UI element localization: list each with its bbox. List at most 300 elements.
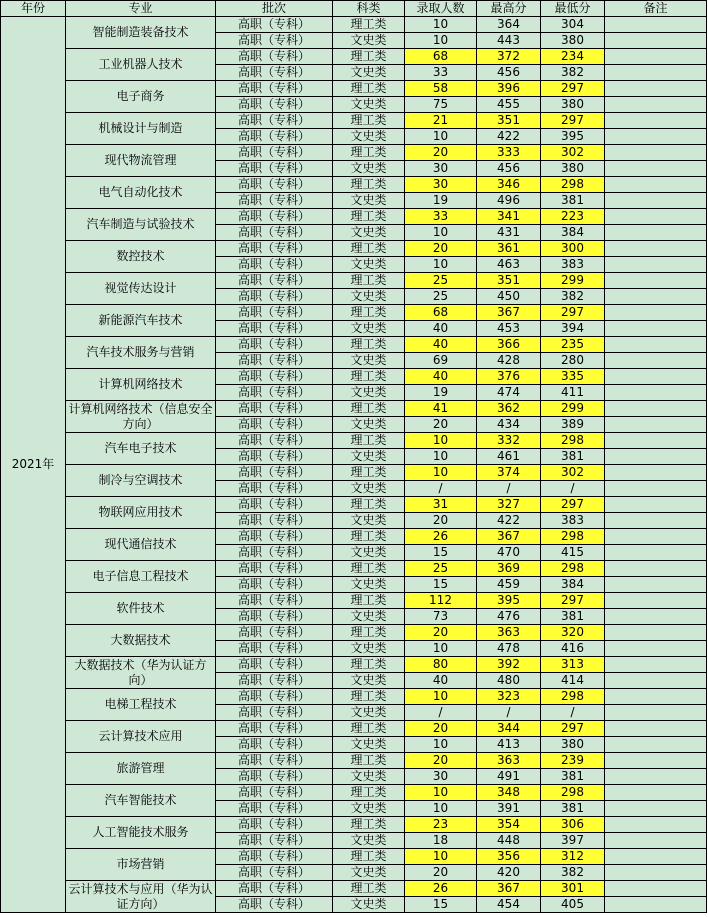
major-cell[interactable]: 大数据技术: [66, 625, 216, 657]
min-score-cell[interactable]: 380: [541, 97, 605, 113]
admitted-count-cell[interactable]: 30: [405, 177, 477, 193]
admitted-count-cell[interactable]: 10: [405, 449, 477, 465]
admitted-count-cell[interactable]: 20: [405, 721, 477, 737]
batch-cell[interactable]: 高职（专科）: [216, 657, 333, 673]
admitted-count-cell[interactable]: 26: [405, 881, 477, 897]
max-score-cell[interactable]: 463: [477, 257, 541, 273]
batch-cell[interactable]: 高职（专科）: [216, 81, 333, 97]
remarks-cell[interactable]: [605, 113, 707, 129]
category-cell[interactable]: 文史类: [333, 513, 405, 529]
max-score-cell[interactable]: 395: [477, 593, 541, 609]
min-score-cell[interactable]: 234: [541, 49, 605, 65]
max-score-cell[interactable]: 413: [477, 737, 541, 753]
remarks-cell[interactable]: [605, 721, 707, 737]
remarks-cell[interactable]: [605, 33, 707, 49]
batch-cell[interactable]: 高职（专科）: [216, 513, 333, 529]
batch-cell[interactable]: 高职（专科）: [216, 673, 333, 689]
min-score-cell[interactable]: 380: [541, 33, 605, 49]
admitted-count-cell[interactable]: 25: [405, 289, 477, 305]
max-score-cell[interactable]: 341: [477, 209, 541, 225]
remarks-cell[interactable]: [605, 673, 707, 689]
admitted-count-cell[interactable]: /: [405, 705, 477, 721]
major-cell[interactable]: 汽车智能技术: [66, 785, 216, 817]
max-score-cell[interactable]: 376: [477, 369, 541, 385]
header-batch[interactable]: 批次: [216, 1, 333, 17]
admitted-count-cell[interactable]: 10: [405, 785, 477, 801]
min-score-cell[interactable]: 298: [541, 177, 605, 193]
remarks-cell[interactable]: [605, 561, 707, 577]
remarks-cell[interactable]: [605, 193, 707, 209]
admitted-count-cell[interactable]: 58: [405, 81, 477, 97]
batch-cell[interactable]: 高职（专科）: [216, 801, 333, 817]
admitted-count-cell[interactable]: 69: [405, 353, 477, 369]
batch-cell[interactable]: 高职（专科）: [216, 721, 333, 737]
max-score-cell[interactable]: 431: [477, 225, 541, 241]
remarks-cell[interactable]: [605, 17, 707, 33]
batch-cell[interactable]: 高职（专科）: [216, 369, 333, 385]
category-cell[interactable]: 理工类: [333, 337, 405, 353]
category-cell[interactable]: 文史类: [333, 33, 405, 49]
min-score-cell[interactable]: 394: [541, 321, 605, 337]
max-score-cell[interactable]: 351: [477, 273, 541, 289]
admitted-count-cell[interactable]: 73: [405, 609, 477, 625]
admitted-count-cell[interactable]: 10: [405, 433, 477, 449]
max-score-cell[interactable]: 374: [477, 465, 541, 481]
admitted-count-cell[interactable]: 15: [405, 545, 477, 561]
remarks-cell[interactable]: [605, 593, 707, 609]
remarks-cell[interactable]: [605, 849, 707, 865]
min-score-cell[interactable]: 297: [541, 593, 605, 609]
admitted-count-cell[interactable]: 40: [405, 369, 477, 385]
batch-cell[interactable]: 高职（专科）: [216, 273, 333, 289]
remarks-cell[interactable]: [605, 769, 707, 785]
batch-cell[interactable]: 高职（专科）: [216, 113, 333, 129]
max-score-cell[interactable]: 364: [477, 17, 541, 33]
remarks-cell[interactable]: [605, 801, 707, 817]
batch-cell[interactable]: 高职（专科）: [216, 785, 333, 801]
min-score-cell[interactable]: 297: [541, 721, 605, 737]
batch-cell[interactable]: 高职（专科）: [216, 897, 333, 913]
min-score-cell[interactable]: 235: [541, 337, 605, 353]
min-score-cell[interactable]: 239: [541, 753, 605, 769]
remarks-cell[interactable]: [605, 225, 707, 241]
category-cell[interactable]: 理工类: [333, 145, 405, 161]
category-cell[interactable]: 理工类: [333, 753, 405, 769]
admitted-count-cell[interactable]: 25: [405, 273, 477, 289]
min-score-cell[interactable]: 383: [541, 513, 605, 529]
category-cell[interactable]: 文史类: [333, 321, 405, 337]
batch-cell[interactable]: 高职（专科）: [216, 97, 333, 113]
remarks-cell[interactable]: [605, 897, 707, 913]
category-cell[interactable]: 理工类: [333, 305, 405, 321]
category-cell[interactable]: 文史类: [333, 545, 405, 561]
min-score-cell[interactable]: /: [541, 481, 605, 497]
category-cell[interactable]: 理工类: [333, 849, 405, 865]
remarks-cell[interactable]: [605, 705, 707, 721]
remarks-cell[interactable]: [605, 737, 707, 753]
max-score-cell[interactable]: 461: [477, 449, 541, 465]
remarks-cell[interactable]: [605, 881, 707, 897]
category-cell[interactable]: 文史类: [333, 833, 405, 849]
category-cell[interactable]: 文史类: [333, 385, 405, 401]
admitted-count-cell[interactable]: 10: [405, 465, 477, 481]
min-score-cell[interactable]: 415: [541, 545, 605, 561]
max-score-cell[interactable]: 474: [477, 385, 541, 401]
category-cell[interactable]: 理工类: [333, 17, 405, 33]
max-score-cell[interactable]: 428: [477, 353, 541, 369]
category-cell[interactable]: 文史类: [333, 161, 405, 177]
min-score-cell[interactable]: 298: [541, 561, 605, 577]
max-score-cell[interactable]: 362: [477, 401, 541, 417]
admitted-count-cell[interactable]: 10: [405, 849, 477, 865]
category-cell[interactable]: 文史类: [333, 257, 405, 273]
max-score-cell[interactable]: 367: [477, 305, 541, 321]
admitted-count-cell[interactable]: 30: [405, 769, 477, 785]
max-score-cell[interactable]: 354: [477, 817, 541, 833]
admitted-count-cell[interactable]: 40: [405, 673, 477, 689]
batch-cell[interactable]: 高职（专科）: [216, 65, 333, 81]
batch-cell[interactable]: 高职（专科）: [216, 129, 333, 145]
max-score-cell[interactable]: 434: [477, 417, 541, 433]
batch-cell[interactable]: 高职（专科）: [216, 881, 333, 897]
category-cell[interactable]: 文史类: [333, 769, 405, 785]
batch-cell[interactable]: 高职（专科）: [216, 241, 333, 257]
major-cell[interactable]: 计算机网络技术: [66, 369, 216, 401]
max-score-cell[interactable]: 453: [477, 321, 541, 337]
min-score-cell[interactable]: 297: [541, 113, 605, 129]
min-score-cell[interactable]: 223: [541, 209, 605, 225]
admitted-count-cell[interactable]: 75: [405, 97, 477, 113]
batch-cell[interactable]: 高职（专科）: [216, 321, 333, 337]
category-cell[interactable]: 文史类: [333, 737, 405, 753]
min-score-cell[interactable]: 298: [541, 785, 605, 801]
min-score-cell[interactable]: 381: [541, 449, 605, 465]
min-score-cell[interactable]: 380: [541, 161, 605, 177]
min-score-cell[interactable]: 297: [541, 81, 605, 97]
admitted-count-cell[interactable]: 10: [405, 129, 477, 145]
major-cell[interactable]: 大数据技术（华为认证方向）: [66, 657, 216, 689]
category-cell[interactable]: 理工类: [333, 529, 405, 545]
remarks-cell[interactable]: [605, 177, 707, 193]
max-score-cell[interactable]: 496: [477, 193, 541, 209]
max-score-cell[interactable]: 327: [477, 497, 541, 513]
min-score-cell[interactable]: 381: [541, 801, 605, 817]
max-score-cell[interactable]: 456: [477, 65, 541, 81]
category-cell[interactable]: 理工类: [333, 81, 405, 97]
batch-cell[interactable]: 高职（专科）: [216, 385, 333, 401]
admitted-count-cell[interactable]: 25: [405, 561, 477, 577]
remarks-cell[interactable]: [605, 449, 707, 465]
category-cell[interactable]: 理工类: [333, 241, 405, 257]
admitted-count-cell[interactable]: 31: [405, 497, 477, 513]
remarks-cell[interactable]: [605, 321, 707, 337]
max-score-cell[interactable]: 456: [477, 161, 541, 177]
batch-cell[interactable]: 高职（专科）: [216, 193, 333, 209]
category-cell[interactable]: 理工类: [333, 113, 405, 129]
remarks-cell[interactable]: [605, 417, 707, 433]
min-score-cell[interactable]: 299: [541, 273, 605, 289]
batch-cell[interactable]: 高职（专科）: [216, 849, 333, 865]
min-score-cell[interactable]: 416: [541, 641, 605, 657]
min-score-cell[interactable]: 300: [541, 241, 605, 257]
remarks-cell[interactable]: [605, 465, 707, 481]
remarks-cell[interactable]: [605, 257, 707, 273]
max-score-cell[interactable]: 348: [477, 785, 541, 801]
remarks-cell[interactable]: [605, 577, 707, 593]
admitted-count-cell[interactable]: 80: [405, 657, 477, 673]
remarks-cell[interactable]: [605, 81, 707, 97]
category-cell[interactable]: 文史类: [333, 353, 405, 369]
admitted-count-cell[interactable]: 20: [405, 145, 477, 161]
remarks-cell[interactable]: [605, 337, 707, 353]
major-cell[interactable]: 工业机器人技术: [66, 49, 216, 81]
category-cell[interactable]: 理工类: [333, 497, 405, 513]
remarks-cell[interactable]: [605, 609, 707, 625]
batch-cell[interactable]: 高职（专科）: [216, 545, 333, 561]
major-cell[interactable]: 云计算技术与应用（华为认证方向）: [66, 881, 216, 913]
min-score-cell[interactable]: 405: [541, 897, 605, 913]
remarks-cell[interactable]: [605, 833, 707, 849]
batch-cell[interactable]: 高职（专科）: [216, 465, 333, 481]
remarks-cell[interactable]: [605, 497, 707, 513]
admitted-count-cell[interactable]: 23: [405, 817, 477, 833]
batch-cell[interactable]: 高职（专科）: [216, 17, 333, 33]
admitted-count-cell[interactable]: 15: [405, 577, 477, 593]
admitted-count-cell[interactable]: 20: [405, 753, 477, 769]
batch-cell[interactable]: 高职（专科）: [216, 33, 333, 49]
batch-cell[interactable]: 高职（专科）: [216, 49, 333, 65]
major-cell[interactable]: 现代物流管理: [66, 145, 216, 177]
admitted-count-cell[interactable]: 10: [405, 257, 477, 273]
category-cell[interactable]: 文史类: [333, 225, 405, 241]
admitted-count-cell[interactable]: /: [405, 481, 477, 497]
remarks-cell[interactable]: [605, 817, 707, 833]
admitted-count-cell[interactable]: 68: [405, 305, 477, 321]
max-score-cell[interactable]: 392: [477, 657, 541, 673]
remarks-cell[interactable]: [605, 161, 707, 177]
admitted-count-cell[interactable]: 40: [405, 321, 477, 337]
header-category[interactable]: 科类: [333, 1, 405, 17]
remarks-cell[interactable]: [605, 401, 707, 417]
category-cell[interactable]: 文史类: [333, 129, 405, 145]
admitted-count-cell[interactable]: 20: [405, 513, 477, 529]
min-score-cell[interactable]: 299: [541, 401, 605, 417]
batch-cell[interactable]: 高职（专科）: [216, 769, 333, 785]
max-score-cell[interactable]: /: [477, 705, 541, 721]
remarks-cell[interactable]: [605, 513, 707, 529]
min-score-cell[interactable]: 414: [541, 673, 605, 689]
category-cell[interactable]: 文史类: [333, 97, 405, 113]
remarks-cell[interactable]: [605, 305, 707, 321]
header-remarks[interactable]: 备注: [605, 1, 707, 17]
header-min-score[interactable]: 最低分: [541, 1, 605, 17]
batch-cell[interactable]: 高职（专科）: [216, 449, 333, 465]
category-cell[interactable]: 理工类: [333, 369, 405, 385]
category-cell[interactable]: 理工类: [333, 689, 405, 705]
category-cell[interactable]: 文史类: [333, 481, 405, 497]
category-cell[interactable]: 文史类: [333, 673, 405, 689]
major-cell[interactable]: 视觉传达设计: [66, 273, 216, 305]
admitted-count-cell[interactable]: 20: [405, 865, 477, 881]
max-score-cell[interactable]: 459: [477, 577, 541, 593]
remarks-cell[interactable]: [605, 353, 707, 369]
admitted-count-cell[interactable]: 10: [405, 801, 477, 817]
remarks-cell[interactable]: [605, 865, 707, 881]
major-cell[interactable]: 汽车电子技术: [66, 433, 216, 465]
batch-cell[interactable]: 高职（专科）: [216, 689, 333, 705]
batch-cell[interactable]: 高职（专科）: [216, 865, 333, 881]
batch-cell[interactable]: 高职（专科）: [216, 209, 333, 225]
batch-cell[interactable]: 高职（专科）: [216, 337, 333, 353]
max-score-cell[interactable]: 344: [477, 721, 541, 737]
category-cell[interactable]: 文史类: [333, 193, 405, 209]
min-score-cell[interactable]: 380: [541, 737, 605, 753]
batch-cell[interactable]: 高职（专科）: [216, 161, 333, 177]
major-cell[interactable]: 机械设计与制造: [66, 113, 216, 145]
admitted-count-cell[interactable]: 15: [405, 897, 477, 913]
max-score-cell[interactable]: 454: [477, 897, 541, 913]
max-score-cell[interactable]: 396: [477, 81, 541, 97]
remarks-cell[interactable]: [605, 289, 707, 305]
batch-cell[interactable]: 高职（专科）: [216, 641, 333, 657]
major-cell[interactable]: 软件技术: [66, 593, 216, 625]
batch-cell[interactable]: 高职（专科）: [216, 529, 333, 545]
category-cell[interactable]: 文史类: [333, 897, 405, 913]
max-score-cell[interactable]: 450: [477, 289, 541, 305]
category-cell[interactable]: 文史类: [333, 801, 405, 817]
min-score-cell[interactable]: 397: [541, 833, 605, 849]
min-score-cell[interactable]: 335: [541, 369, 605, 385]
admitted-count-cell[interactable]: 40: [405, 337, 477, 353]
min-score-cell[interactable]: 411: [541, 385, 605, 401]
batch-cell[interactable]: 高职（专科）: [216, 737, 333, 753]
major-cell[interactable]: 现代通信技术: [66, 529, 216, 561]
min-score-cell[interactable]: 395: [541, 129, 605, 145]
max-score-cell[interactable]: 356: [477, 849, 541, 865]
admitted-count-cell[interactable]: 10: [405, 641, 477, 657]
remarks-cell[interactable]: [605, 369, 707, 385]
min-score-cell[interactable]: 298: [541, 433, 605, 449]
batch-cell[interactable]: 高职（专科）: [216, 353, 333, 369]
major-cell[interactable]: 市场营销: [66, 849, 216, 881]
max-score-cell[interactable]: 443: [477, 33, 541, 49]
category-cell[interactable]: 文史类: [333, 865, 405, 881]
batch-cell[interactable]: 高职（专科）: [216, 577, 333, 593]
min-score-cell[interactable]: 280: [541, 353, 605, 369]
min-score-cell[interactable]: /: [541, 705, 605, 721]
remarks-cell[interactable]: [605, 49, 707, 65]
admitted-count-cell[interactable]: 10: [405, 17, 477, 33]
category-cell[interactable]: 理工类: [333, 721, 405, 737]
category-cell[interactable]: 文史类: [333, 65, 405, 81]
major-cell[interactable]: 数控技术: [66, 241, 216, 273]
max-score-cell[interactable]: 448: [477, 833, 541, 849]
category-cell[interactable]: 理工类: [333, 49, 405, 65]
min-score-cell[interactable]: 384: [541, 577, 605, 593]
max-score-cell[interactable]: 422: [477, 129, 541, 145]
max-score-cell[interactable]: 476: [477, 609, 541, 625]
min-score-cell[interactable]: 381: [541, 609, 605, 625]
batch-cell[interactable]: 高职（专科）: [216, 305, 333, 321]
min-score-cell[interactable]: 381: [541, 769, 605, 785]
header-admitted-count[interactable]: 录取人数: [405, 1, 477, 17]
category-cell[interactable]: 文史类: [333, 609, 405, 625]
category-cell[interactable]: 理工类: [333, 401, 405, 417]
max-score-cell[interactable]: 323: [477, 689, 541, 705]
remarks-cell[interactable]: [605, 545, 707, 561]
admitted-count-cell[interactable]: 20: [405, 625, 477, 641]
batch-cell[interactable]: 高职（专科）: [216, 833, 333, 849]
category-cell[interactable]: 理工类: [333, 785, 405, 801]
batch-cell[interactable]: 高职（专科）: [216, 433, 333, 449]
min-score-cell[interactable]: 381: [541, 193, 605, 209]
max-score-cell[interactable]: 366: [477, 337, 541, 353]
batch-cell[interactable]: 高职（专科）: [216, 593, 333, 609]
remarks-cell[interactable]: [605, 785, 707, 801]
admitted-count-cell[interactable]: 19: [405, 193, 477, 209]
min-score-cell[interactable]: 320: [541, 625, 605, 641]
batch-cell[interactable]: 高职（专科）: [216, 225, 333, 241]
batch-cell[interactable]: 高职（专科）: [216, 609, 333, 625]
max-score-cell[interactable]: 455: [477, 97, 541, 113]
min-score-cell[interactable]: 383: [541, 257, 605, 273]
max-score-cell[interactable]: 372: [477, 49, 541, 65]
major-cell[interactable]: 电子信息工程技术: [66, 561, 216, 593]
batch-cell[interactable]: 高职（专科）: [216, 705, 333, 721]
category-cell[interactable]: 文史类: [333, 577, 405, 593]
major-cell[interactable]: 电梯工程技术: [66, 689, 216, 721]
remarks-cell[interactable]: [605, 481, 707, 497]
header-major[interactable]: 专业: [66, 1, 216, 17]
major-cell[interactable]: 计算机网络技术（信息安全方向）: [66, 401, 216, 433]
category-cell[interactable]: 理工类: [333, 593, 405, 609]
category-cell[interactable]: 理工类: [333, 433, 405, 449]
admitted-count-cell[interactable]: 41: [405, 401, 477, 417]
batch-cell[interactable]: 高职（专科）: [216, 145, 333, 161]
remarks-cell[interactable]: [605, 241, 707, 257]
admitted-count-cell[interactable]: 10: [405, 689, 477, 705]
remarks-cell[interactable]: [605, 657, 707, 673]
admitted-count-cell[interactable]: 10: [405, 225, 477, 241]
admitted-count-cell[interactable]: 26: [405, 529, 477, 545]
remarks-cell[interactable]: [605, 433, 707, 449]
min-score-cell[interactable]: 298: [541, 689, 605, 705]
remarks-cell[interactable]: [605, 641, 707, 657]
admitted-count-cell[interactable]: 10: [405, 33, 477, 49]
remarks-cell[interactable]: [605, 385, 707, 401]
min-score-cell[interactable]: 313: [541, 657, 605, 673]
batch-cell[interactable]: 高职（专科）: [216, 497, 333, 513]
remarks-cell[interactable]: [605, 273, 707, 289]
admitted-count-cell[interactable]: 20: [405, 241, 477, 257]
max-score-cell[interactable]: 369: [477, 561, 541, 577]
admitted-count-cell[interactable]: 20: [405, 417, 477, 433]
min-score-cell[interactable]: 389: [541, 417, 605, 433]
header-year[interactable]: 年份: [1, 1, 66, 17]
category-cell[interactable]: 文史类: [333, 449, 405, 465]
max-score-cell[interactable]: 480: [477, 673, 541, 689]
category-cell[interactable]: 理工类: [333, 881, 405, 897]
min-score-cell[interactable]: 382: [541, 289, 605, 305]
remarks-cell[interactable]: [605, 145, 707, 161]
major-cell[interactable]: 智能制造装备技术: [66, 17, 216, 49]
remarks-cell[interactable]: [605, 65, 707, 81]
max-score-cell[interactable]: 391: [477, 801, 541, 817]
major-cell[interactable]: 人工智能技术服务: [66, 817, 216, 849]
header-max-score[interactable]: 最高分: [477, 1, 541, 17]
remarks-cell[interactable]: [605, 753, 707, 769]
admitted-count-cell[interactable]: 112: [405, 593, 477, 609]
